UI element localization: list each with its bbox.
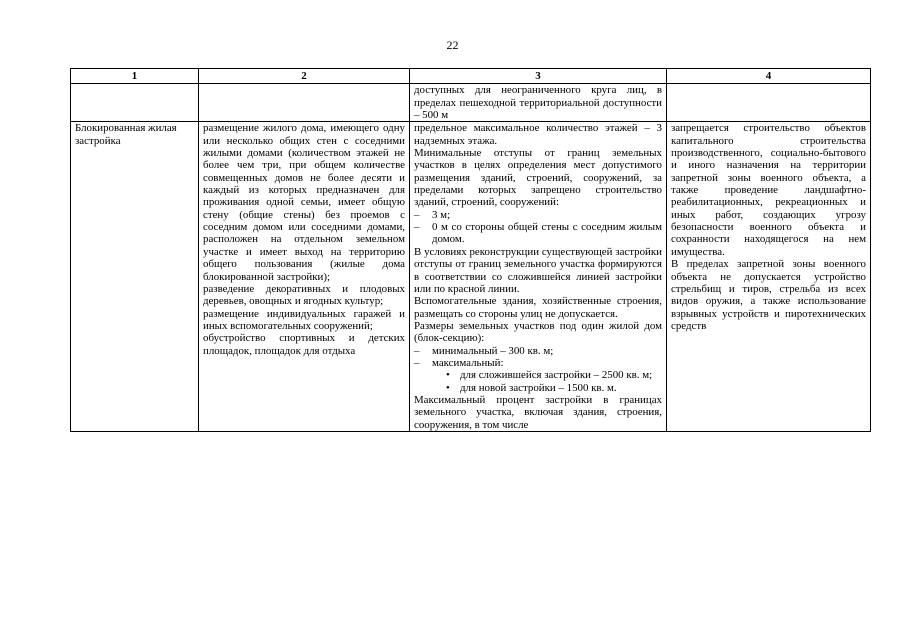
- paragraph: размещение жилого дома, имеющего одну или несколько общих стен с соседними жилыми домами (количеством этажей не более чем три, при общем количестве совмещенных домов не более десяти и каждый из которых предназначен для проживания одной семьи, имеет общую стену (общие стены) без проемов с соседним домом или соседними домами, расположен на отдельном земельном участке и имеет выход на территорию общего пользования (жилые дома блокированной застройки);: [203, 122, 405, 283]
- dash-item-text: 3 м;: [432, 208, 451, 221]
- paragraph: разведение декоративных и плодовых деревьев, овощных и ягодных культур;: [203, 282, 405, 308]
- paragraph: доступных для неограниченного круга лиц, в пределах пешеходной территориальной доступности – 500 м: [414, 84, 662, 122]
- cell-empty: [71, 84, 199, 122]
- dash-item: [414, 357, 662, 369]
- paragraph: Максимальный процент застройки в границах земельного участка, включая здания, строения, сооружения, в том числе: [414, 393, 662, 431]
- paragraph: В условиях реконструкции существующей застройки отступы от границ земельного участка формируются в соответствии со сложившейся линией застройки или по красной линии.: [414, 245, 662, 295]
- paragraph: Вспомогательные здания, хозяйственные строения, размещать со стороны улиц не допускается.: [414, 295, 662, 320]
- dash-item-text: максимальный:: [432, 356, 504, 369]
- cell-continuation-text: [410, 84, 667, 122]
- bullet-item-text: для новой застройки – 1500 кв. м.: [460, 381, 617, 394]
- dash-item: [414, 221, 662, 246]
- cell-restrictions: [667, 122, 871, 432]
- bullet-marker: •: [446, 381, 450, 394]
- bullet-item: [414, 369, 662, 381]
- column-header-3: 3: [410, 69, 667, 84]
- cell-use-description: [199, 122, 410, 432]
- regulations-table: [70, 68, 871, 432]
- paragraph: Размеры земельных участков под один жилой дом (блок-секцию):: [414, 319, 662, 345]
- column-header-2: 2: [199, 69, 410, 84]
- dash-item-text: минимальный – 300 кв. м;: [432, 344, 554, 357]
- paragraph: Минимальные отступы от границ земельных участков в целях определения мест допустимого размещения зданий, строений, сооружений, за пределами которых запрещено строительство зданий, строений, сооружений:: [414, 147, 662, 209]
- cell-empty: [667, 84, 871, 122]
- paragraph: запрещается строительство объектов капитального строительства производственного, социально-бытового и иного назначения на территории запретной зоны военного объекта, а также проведение ландшафтно-реабилитационных, рекреационных и иных работ, создающих угрозу безопасности военного объекта и сохранности находящегося на нем имущества.: [671, 122, 866, 258]
- bullet-item-text: для сложившейся застройки – 2500 кв. м;: [460, 369, 653, 382]
- dash-item-text: 0 м со стороны общей стены с соседним жилым домом.: [432, 221, 662, 246]
- table-row-blocked-housing: [71, 122, 871, 432]
- paragraph: обустройство спортивных и детских площадок, площадок для отдыха: [203, 332, 405, 357]
- dash-marker: –: [414, 208, 420, 221]
- dash-marker: –: [414, 344, 420, 357]
- bullet-marker: •: [446, 369, 450, 382]
- dash-item: [414, 209, 662, 221]
- paragraph: предельное максимальное количество этажей – 3 надземных этажа.: [414, 122, 662, 147]
- column-header-1: 1: [71, 69, 199, 84]
- column-header-4: 4: [667, 69, 871, 84]
- cell-parameters: [410, 122, 667, 432]
- cell-use-type: [71, 122, 199, 432]
- dash-marker: –: [414, 221, 420, 234]
- page-number: 22: [446, 38, 459, 52]
- paragraph: размещение индивидуальных гаражей и иных вспомогательных сооружений;: [203, 307, 405, 332]
- header-row: [71, 69, 871, 84]
- table-row-continuation: [71, 84, 871, 122]
- cell-empty: [199, 84, 410, 122]
- use-type-name: Блокированная жилая застройка: [75, 122, 177, 147]
- dash-item: [414, 345, 662, 357]
- dash-marker: –: [414, 356, 420, 369]
- paragraph: В пределах запретной зоны военного объекта не допускается устройство стрельбищ и тиров, стрельба из всех видов оружия, а также использование взрывных устройств и пиротехнических средств: [671, 258, 866, 332]
- bullet-item: [414, 382, 662, 394]
